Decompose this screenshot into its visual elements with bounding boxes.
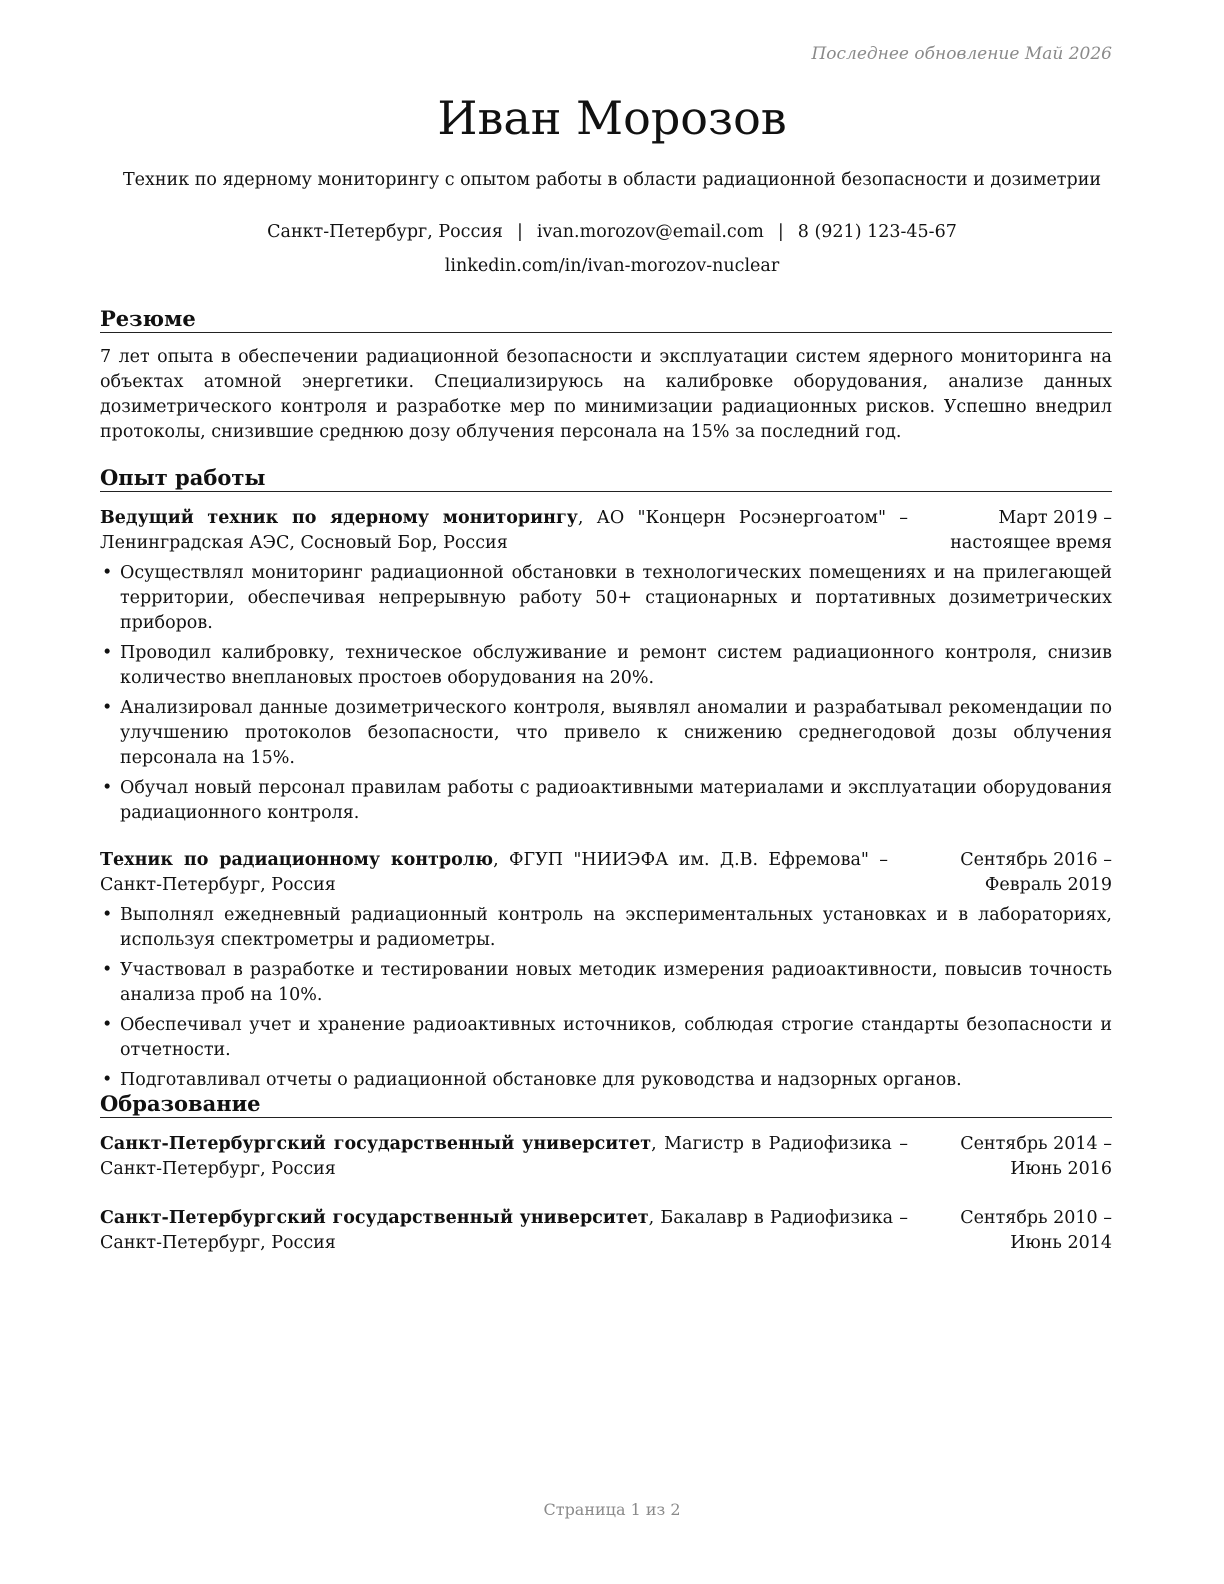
candidate-name: Иван Морозов — [437, 91, 787, 145]
job-org: , АО "Концерн Росэнергоатом" – Ленинградская АЭС, Сосновый Бор, Россия — [100, 508, 908, 553]
job-entry — [100, 506, 1112, 826]
experience-section — [100, 465, 1112, 1098]
education-entry — [100, 1206, 1112, 1256]
list-item: • Участвовал в разработке и тестировании новых методик измерения радиоактивности, повысив точность анализа проб на 10%. — [102, 960, 1112, 1005]
summary-section — [100, 306, 1112, 445]
separator: | — [516, 222, 523, 242]
location: Санкт-Петербург, Россия — [267, 222, 503, 242]
job-org: , ФГУП "НИИЭФА им. Д.В. Ефремова" – Санкт-Петербург, Россия — [100, 850, 889, 895]
education-dates: Сентябрь 2014 – Июнь 2016 — [960, 1134, 1112, 1179]
list-item: • Обучал новый персонал правилам работы с радиоактивными материалами и эксплуатации оборудования радиационного контроля. — [102, 778, 1112, 823]
education-section — [100, 1091, 1112, 1256]
tagline: Техник по ядерному мониторингу с опытом работы в области радиационной безопасности и дозиметрии — [122, 170, 1102, 190]
job-bullets — [100, 903, 1112, 1093]
job-dates: Сентябрь 2016 – Февраль 2019 — [960, 850, 1112, 895]
list-item: • Подготавливал отчеты о радиационной обстановке для руководства и надзорных органов. — [102, 1070, 962, 1090]
contact-line — [0, 220, 1224, 244]
job-entry — [100, 848, 1112, 1093]
linkedin-link[interactable]: linkedin.com/in/ivan-morozov-nuclear — [444, 256, 780, 276]
list-item: • Осуществлял мониторинг радиационной обстановки в технологических помещениях и на прилегающей территории, обеспечивая непрерывную работу 50+ стационарных и портативных дозиметрических приборов. — [102, 563, 1112, 633]
job-bullets — [100, 561, 1112, 826]
job-role: Ведущий техник по ядерному мониторингу — [100, 508, 578, 528]
last-updated: Последнее обновление Май 2026 — [811, 44, 1112, 64]
education-heading: Образование — [100, 1091, 1112, 1118]
phone: 8 (921) 123-45-67 — [797, 222, 957, 242]
list-item: • Обеспечивал учет и хранение радиоактивных источников, соблюдая строгие стандарты безопасности и отчетности. — [102, 1015, 1112, 1060]
summary-heading: Резюме — [100, 306, 1112, 333]
experience-heading: Опыт работы — [100, 465, 1112, 492]
education-entry — [100, 1132, 1112, 1182]
list-item: • Проводил калибровку, техническое обслуживание и ремонт систем радиационного контроля, снизив количество внеплановых простоев оборудования на 20%. — [102, 643, 1112, 688]
email-link[interactable]: ivan.morozov@email.com — [536, 222, 764, 242]
job-role: Техник по радиационному контролю — [100, 850, 494, 870]
list-item: • Выполнял ежедневный радиационный контроль на экспериментальных установках и в лабораториях, используя спектрометры и радиометры. — [102, 905, 1112, 950]
summary-text: 7 лет опыта в обеспечении радиационной безопасности и эксплуатации систем ядерного мониторинга на объектах атомной энергетики. Специализируюсь на калибровке оборудования, анализе данных дозиметрического контроля и разработке мер по минимизации радиационных рисков. Успешно внедрил протоколы, снизившие среднюю дозу облучения персонала на 15% за последний год. — [100, 347, 1112, 442]
degree: , Бакалавр в Радиофизика – Санкт-Петербург, Россия — [100, 1208, 909, 1253]
job-dates: Март 2019 – настоящее время — [950, 508, 1112, 553]
school-name: Санкт-Петербургский государственный университет — [100, 1134, 652, 1154]
separator: | — [777, 222, 784, 242]
education-dates: Сентябрь 2010 – Июнь 2014 — [960, 1208, 1112, 1253]
page-number: Страница 1 из 2 — [543, 1500, 681, 1519]
list-item: • Анализировал данные дозиметрического контроля, выявлял аномалии и разрабатывал рекомендации по улучшению протоколов безопасности, что привело к снижению среднегодовой дозы облучения персонала на 15%. — [102, 698, 1112, 768]
degree: , Магистр в Радиофизика – Санкт-Петербург, Россия — [100, 1134, 908, 1179]
school-name: Санкт-Петербургский государственный университет — [100, 1208, 649, 1228]
